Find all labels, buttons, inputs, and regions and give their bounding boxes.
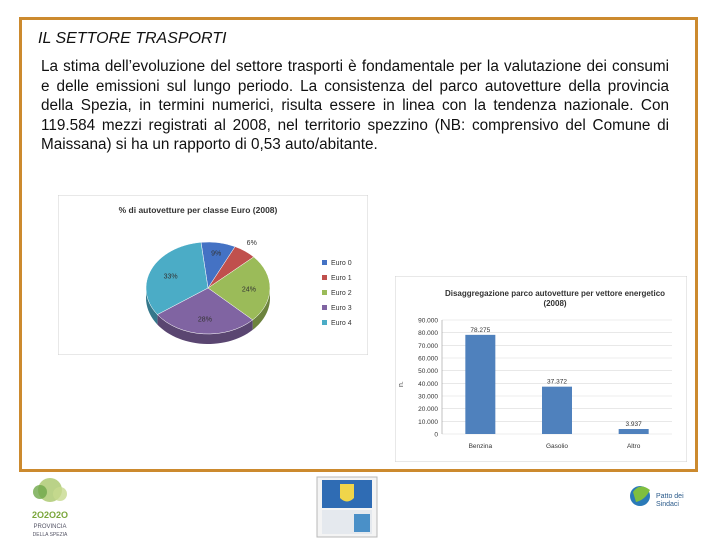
bar-chart-fuel-type — [395, 276, 687, 462]
pie-slice-label: 28% — [197, 316, 212, 324]
tree-leaf-icon — [33, 485, 47, 499]
y-tick-label: 40.000 — [418, 380, 438, 388]
section-title: IL SETTORE TRASPORTI — [38, 30, 227, 47]
footer-logos — [0, 472, 720, 540]
pie-slice-label: 24% — [241, 286, 256, 294]
logo-spezia-text: DELLA SPEZIA — [32, 532, 68, 538]
bar-value-label: 78.275 — [470, 326, 491, 334]
y-tick-label: 10.000 — [418, 418, 438, 426]
logo-provincia-text: PROVINCIA — [33, 524, 67, 530]
legend-swatch — [322, 275, 327, 280]
bar-chart-title: Disaggregazione parco autovetture per vettore energetico — [444, 289, 666, 298]
pie-slice-label: 6% — [246, 239, 257, 247]
y-tick-label: 20.000 — [418, 406, 438, 414]
legend-entry: Euro 3 — [331, 305, 352, 312]
x-tick-label: Gasolio — [545, 443, 569, 450]
y-tick-label: 60.000 — [418, 355, 438, 363]
legend-swatch — [322, 305, 327, 310]
x-tick-label: Altro — [626, 443, 641, 450]
logo-2020-text: 2O2O2O — [31, 510, 69, 520]
y-tick-label: 70.000 — [418, 342, 438, 350]
bar-gasolio — [542, 387, 572, 434]
y-tick-label: 30.000 — [418, 393, 438, 401]
y-tick-label: 80.000 — [418, 330, 438, 338]
body-paragraph: La stima dell’evoluzione del settore trasporti è fondamentale per la valutazione dei consumi e delle emissioni sul lungo periodo. La consistenza del parco autovetture della provincia della Spezia, in termini numerici, risulta essere in linea con la tendenza nazionale. Con 119.584 mezzi registrati al 2008, nel territorio spezzino (NB: comprensivo del Comune di Maissana) si ha un rapporto di 0,53 auto/abitante. — [41, 58, 669, 153]
legend-entry: Euro 0 — [331, 260, 352, 267]
bar-benzina — [465, 335, 495, 434]
pie-chart-title: % di autovetture per classe Euro (2008) — [118, 205, 278, 215]
provincia-logo — [32, 478, 68, 538]
pie-chart-euro-class — [58, 195, 368, 355]
bar-value-label: 37.372 — [547, 378, 567, 386]
bar-chart-title: (2008) — [543, 299, 567, 308]
y-tick-label: 50.000 — [418, 368, 438, 376]
x-tick-label: Benzina — [468, 443, 493, 450]
legend-swatch — [322, 320, 327, 325]
bar-altro — [619, 429, 649, 434]
y-tick-label: 90.000 — [418, 317, 438, 325]
bar-value-label: 3.937 — [625, 421, 642, 429]
patto-sindaci-logo — [630, 486, 684, 508]
emblem-photo-icon — [354, 514, 370, 532]
patto-line1-text: Patto dei — [656, 493, 684, 500]
patto-line2-text: Sindaci — [656, 501, 679, 508]
legend-swatch — [322, 260, 327, 265]
pie-slice-label: 33% — [163, 273, 178, 281]
legend-entry: Euro 2 — [331, 290, 352, 297]
tree-leaf-icon — [53, 487, 67, 501]
pie-slice-label: 9% — [211, 250, 222, 258]
legend-entry: Euro 4 — [331, 320, 352, 327]
y-axis-label: n. — [398, 381, 405, 387]
legend-entry: Euro 1 — [331, 275, 352, 282]
center-emblem — [317, 477, 377, 537]
legend-swatch — [322, 290, 327, 295]
coat-of-arms-icon — [340, 484, 354, 502]
y-tick-label: 0 — [434, 431, 438, 439]
